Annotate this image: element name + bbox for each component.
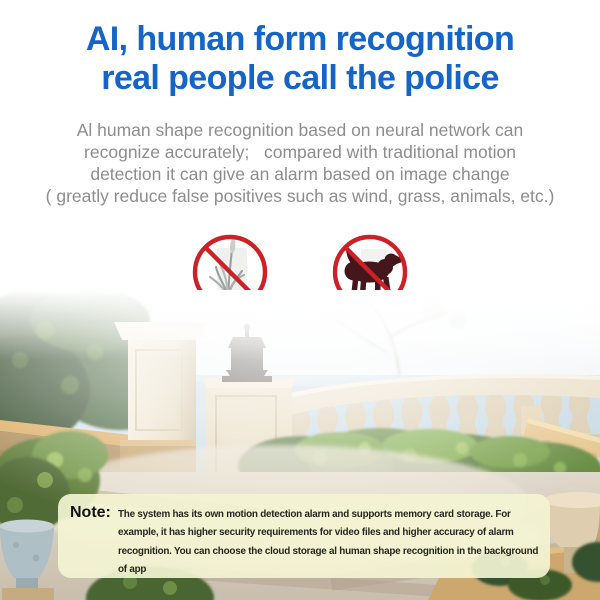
note-line-2: example, it has higher security requirements for video files and higher accuracy of alarm <box>117 527 514 538</box>
note-text <box>118 503 538 580</box>
note-label: Note: <box>70 504 111 521</box>
description-line-3: detection it can give an alarm based on image change <box>90 164 510 184</box>
headline-line-2: real people call the police <box>101 59 499 97</box>
feature-description <box>0 119 600 207</box>
headline-line-1: AI, human form recognition <box>85 20 515 58</box>
note-line-4: of app <box>117 564 147 575</box>
page-title <box>0 20 600 98</box>
note-line-3: recognition. You can choose the cloud storage al human shape recognition in the background <box>117 545 539 557</box>
description-line-1: Al human shape recognition based on neural network can <box>76 120 524 140</box>
note-line-1: The system has its own motion detection alarm and supports memory card storage. For <box>117 508 511 520</box>
description-line-4: ( greatly reduce false positives such as wind, grass, animals, etc.) <box>45 186 555 206</box>
description-line-2: recognize accurately; compared with traditional motion <box>84 142 516 162</box>
note-box <box>58 494 550 578</box>
